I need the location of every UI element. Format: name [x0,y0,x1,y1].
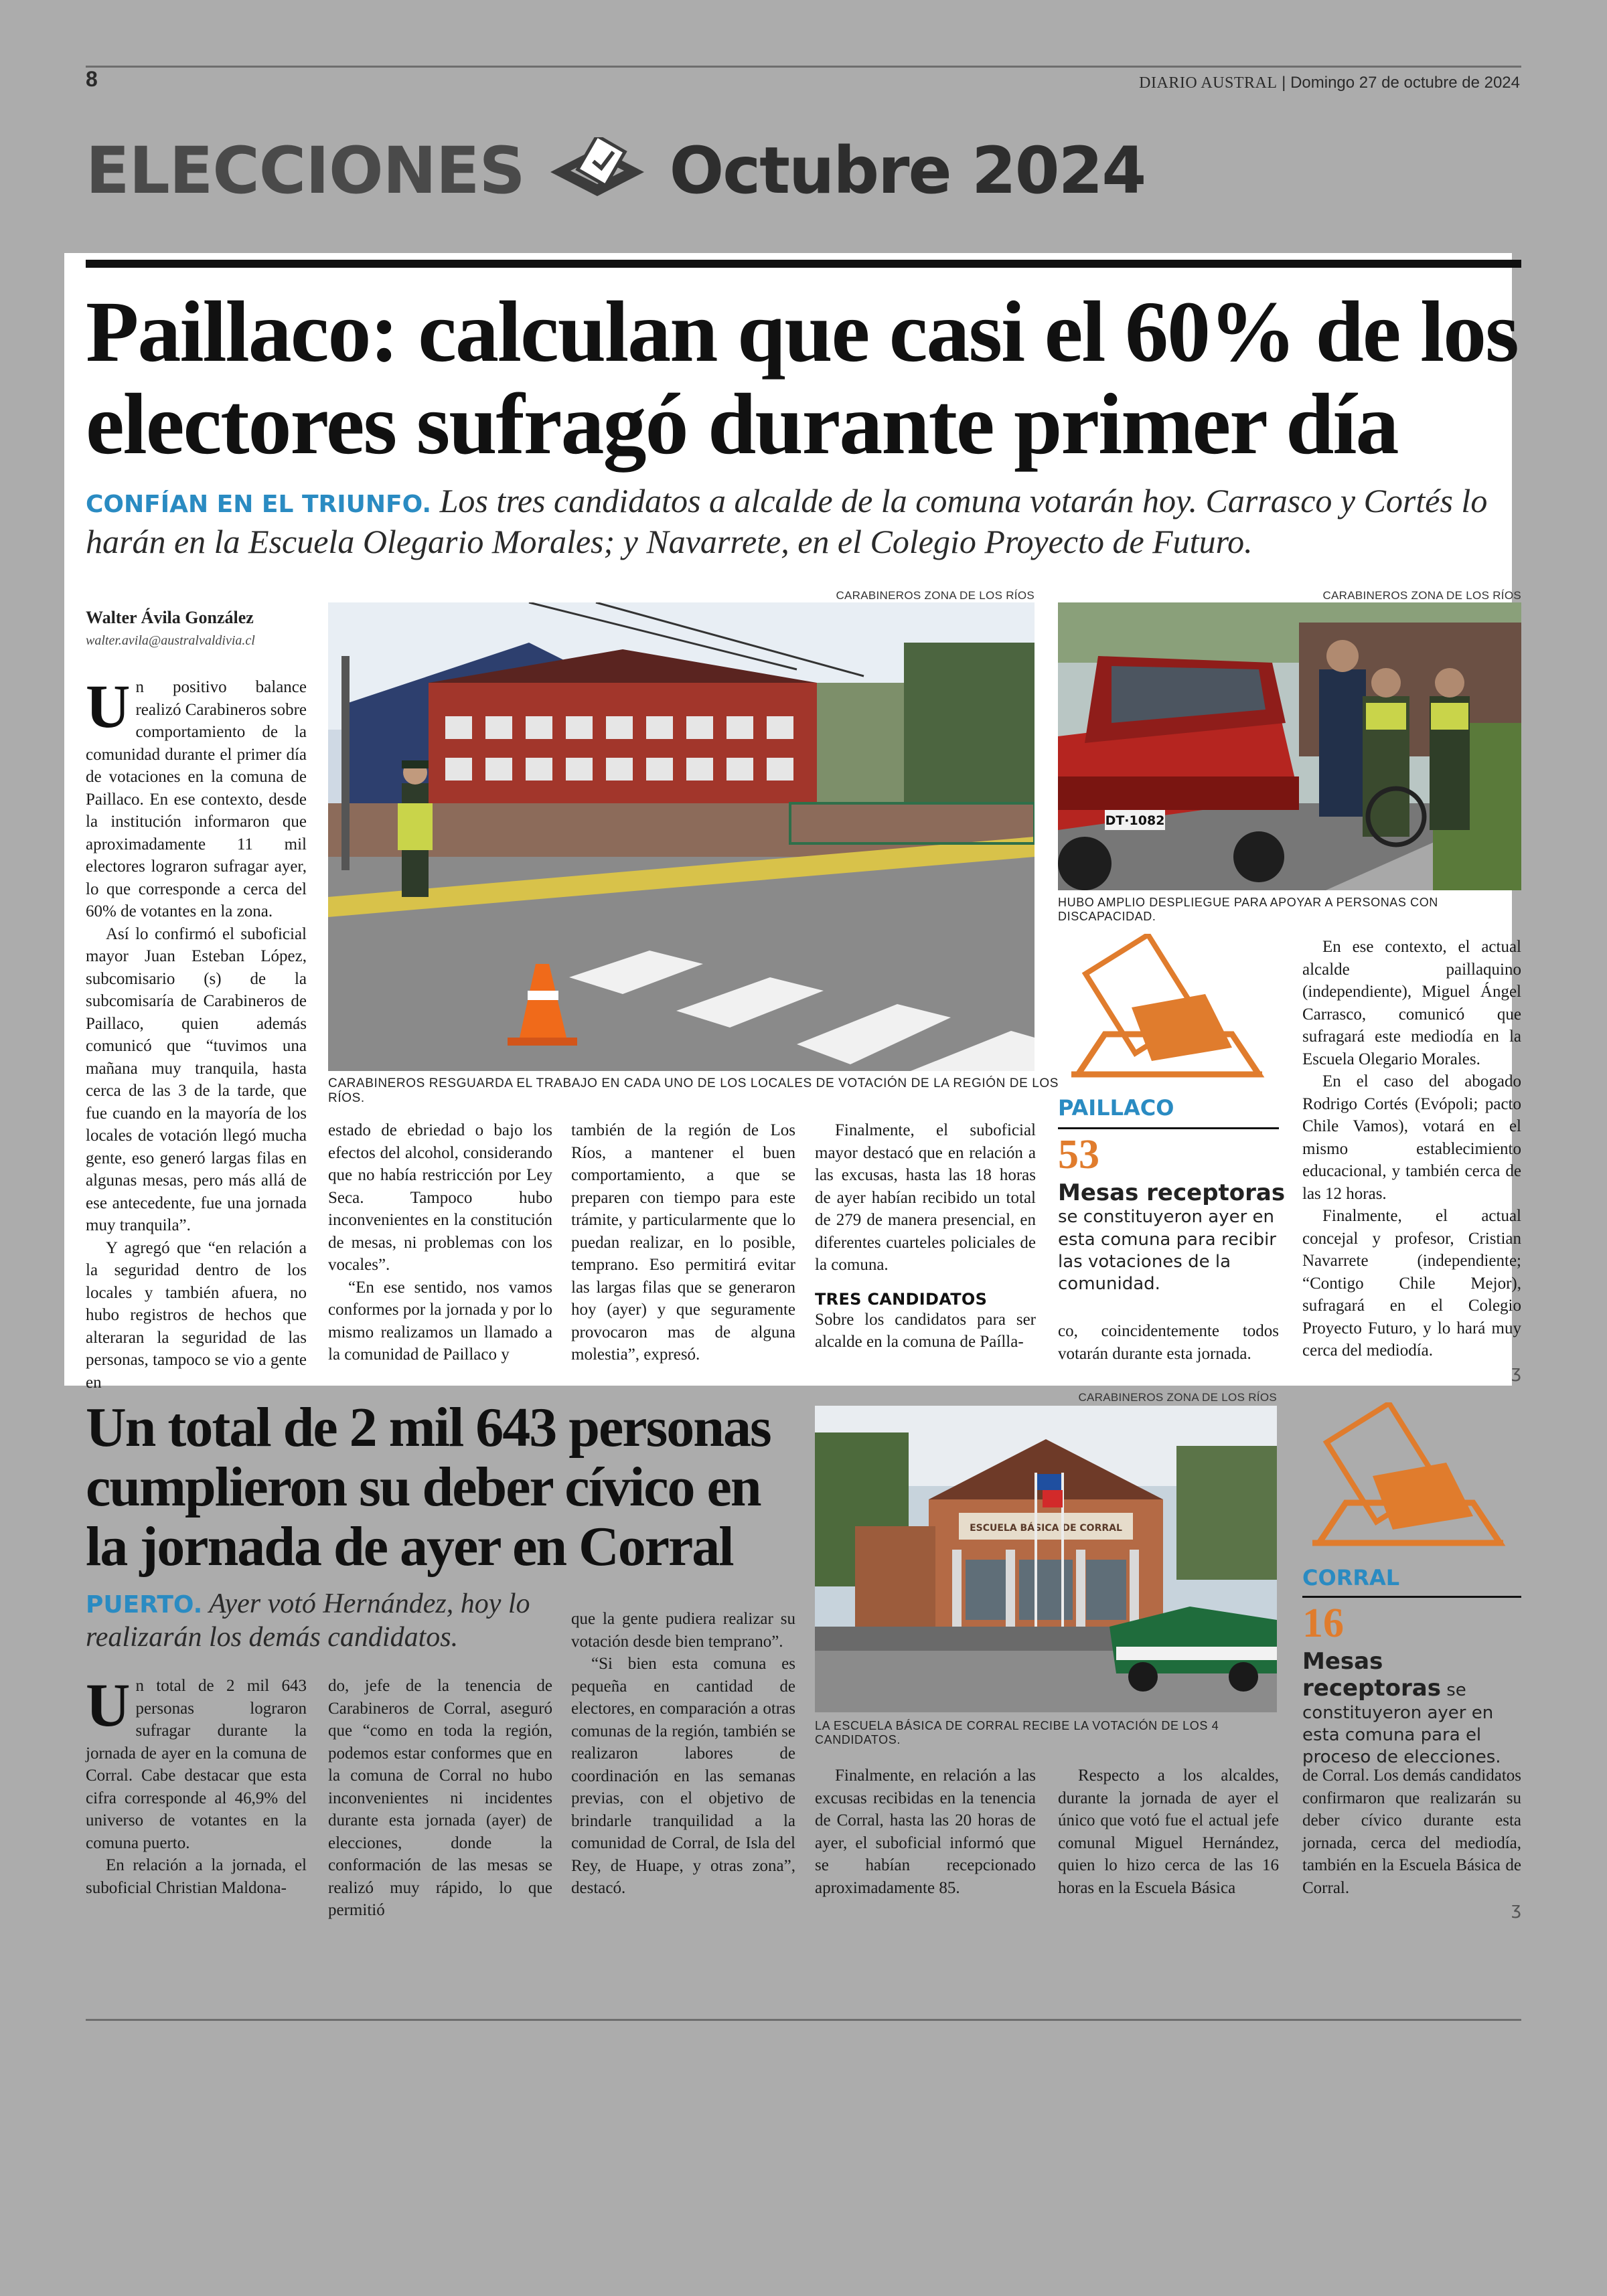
info-number-paillaco: 53 [1058,1132,1099,1177]
paragraph: co, coincidentemente todos votarán durante esta jornada. [1058,1322,1279,1363]
photo-carabinero-school [328,602,1035,1071]
ballot-box-icon [1306,1402,1507,1556]
info-label: Mesas receptoras [1058,1179,1286,1206]
paragraph: Finalmente, en relación a las excusas recibidas en la tenencia de Corral, hasta las 20 horas de ayer, el suboficial informó que se habían recepcionado aproximadamente 85. [815,1767,1036,1897]
paragraph: En el caso del abogado Rodrigo Cortés (Evópoli; pacto Chile Vamos), votará en el mismo establecimiento educacional, y también cerca de las 12 horas. [1302,1072,1521,1203]
paragraph: que la gente pudiera realizar su votación desde bien temprano”. [571,1610,795,1651]
photo-pickup-truck [1058,602,1521,890]
photo-credit: CARABINEROS ZONA DE LOS RÍOS [836,589,1035,602]
article2-column-1 [86,1671,307,1899]
paper-name: DIARIO AUSTRAL [1139,74,1278,92]
info-text-paillaco [1058,1179,1286,1295]
school-sign: ESCUELA BÁSICA DE CORRAL [970,1523,1122,1534]
info-town-corral: CORRAL [1302,1565,1400,1590]
article1-column-4 [815,1119,1036,1354]
byline [86,608,327,649]
kicker-corral: PUERTO. [86,1591,203,1619]
subhead-tres-candidatos: TRES CANDIDATOS [815,1289,988,1309]
info-text-corral [1302,1648,1521,1769]
info-divider [1058,1127,1279,1129]
paragraph: también de la región de Los Ríos, a mantener el buen comportamiento, a que se preparen con tiempo para este trámite, y particularmente que lo puedan realizar, en lo posible, temprano. Eso permitirá evitar las largas filas que se generaron hoy (ayer) y que seguramente provocaron mas de alguna molestia”, expresó. [571,1121,795,1364]
footer-rule [86,2019,1521,2021]
paragraph: do, jefe de la tenencia de Carabineros de Corral, aseguró que “como en toda la región, podemos estar conformes que en la comuna de Corral no hubo inconvenientes ni incidentes durante esta jornada (ayer) de elecciones, donde la conformación de las mesas se realizó muy rápido, lo que permitió [328,1677,552,1919]
article1-column-3 [571,1119,795,1366]
article2-column-5 [1058,1765,1279,1899]
paragraph: n total de 2 mil 643 personas lograron sufragar durante la jornada de ayer en la comuna de Corral. Cabe destacar que esta cifra corresponde al 46,9% del universo de votantes en la comuna puerto. [86,1677,307,1852]
paragraph: Respecto a los alcaldes, durante la jornada de ayer el único que votó fue el actual jefe comunal Miguel Hernández, quien lo hizo cerca de las 16 horas en la Escuela Básica [1058,1767,1279,1897]
header-rule [86,66,1521,68]
article2-column-4 [815,1765,1036,1899]
deck-text-corral: Ayer votó Hernández, hoy lo realizarán los demás candidatos. [86,1588,530,1653]
paragraph: Y agregó que “en relación a la seguridad dentro de los locales y también afuera, no hubo registros de hechos que alteraran la seguridad de las personas, tampoco se vio a gente en [86,1238,307,1392]
article2-column-2 [328,1675,552,1922]
info-town-paillaco: PAILLACO [1058,1095,1174,1121]
paragraph: n positivo balance realizó Carabineros sobre comportamiento de la comunidad durante el primer día de votaciones en la comuna de Paillaco. En ese contexto, desde la institución informaron que aproximadamente 11 mil electores lograron sufragar ayer, lo que corresponde a cerca del 60% de votantes en la zona. [86,678,307,920]
kicker-paillaco: CONFÍAN EN EL TRIUNFO. [86,491,432,518]
section-header [86,134,1145,208]
article1-column-6 [1302,936,1521,1382]
deck-corral [86,1588,575,1654]
end-mark: ʒ [1511,1362,1521,1382]
paragraph: En relación a la jornada, el suboficial Christian Maldona- [86,1856,307,1897]
license-plate: DT·1082 [1105,813,1165,828]
photo-caption: HUBO AMPLIO DESPLIEGUE PARA APOYAR A PERSONAS CON DISCAPACIDAD. [1058,896,1438,923]
paragraph: de Corral. Los demás candidatos confirmaron que realizarán su deber cívico durante esta jornada, cerca del mediodía, también en la Escuela Básica de Corral. [1302,1767,1521,1897]
deck-text-paillaco: Los tres candidatos a alcalde de la comuna votarán hoy. Carrasco y Cortés lo harán en la Escuela Olegario Morales; y Navarrete, en el Colegio Proyecto de Futuro. [86,482,1488,560]
ballot-box-icon [544,137,651,204]
photo-caption: CARABINEROS RESGUARDA EL TRABAJO EN CADA UNO DE LOS LOCALES DE VOTACIÓN DE LA REGIÓN DE LOS RÍOS. [328,1076,1059,1105]
photo-credit: CARABINEROS ZONA DE LOS RÍOS [1322,589,1521,602]
info-number-corral: 16 [1302,1601,1344,1646]
info-description: se constituyeron ayer en esta comuna para el proceso de elecciones. [1302,1680,1501,1768]
paragraph: estado de ebriedad o bajo los efectos del alcohol, considerando que no había restricción por Ley Seca. Tampoco hubo inconvenientes en la constitución de mesas, ni problemas con los vocales”. [328,1121,552,1274]
paragraph: “En ese sentido, nos vamos conformes por la jornada y por lo mismo realizamos un llamado a la comunidad de Paillaco y [328,1278,552,1364]
info-divider [1302,1596,1521,1598]
page-number: 8 [86,67,98,91]
paragraph: Sobre los candidatos para ser alcalde en la comuna de Paílla- [815,1310,1036,1351]
article1-column-5 [1058,1320,1279,1365]
ballot-box-icon [1065,934,1266,1088]
author-email: walter.avila@australvaldivia.cl [86,633,255,648]
paper-date: Domingo 27 de octubre de 2024 [1290,74,1520,92]
article1-column-2 [328,1119,552,1366]
info-label: Mesas receptoras [1302,1648,1441,1702]
section-word: ELECCIONES [86,133,525,208]
article2-column-3 [571,1608,795,1900]
paragraph: En ese contexto, el actual alcalde paillaquino (independiente), Miguel Ángel Carrasco, comunicó que sufragará este mediodía en la Escuela Olegario Morales. [1302,938,1521,1068]
photo-caption: LA ESCUELA BÁSICA DE CORRAL RECIBE LA VOTACIÓN DE LOS 4 CANDIDATOS. [815,1719,1219,1746]
paragraph: “Si bien esta comuna es pequeña en cantidad de electores, en comparación a otras comunas de la región, también se realizaron labores de coordinación en las semanas previas, con el objetivo de brindarle tranquilidad a la comunidad de Corral, de Isla del Rey, de Huape, y otras zona”, destacó. [571,1655,795,1897]
deck-paillaco [86,481,1525,562]
paragraph: Así lo confirmó el suboficial mayor Juan Esteban López, subcomisario (s) de la subcomisaría de Carabineros de Paillaco, quien además comunicó que “tuvimos una mañana muy tranquila, hasta cerca de las 3 de la tarde, que fue cuando en la mayoría de los locales de votación llegó mucha gente, eso generó largas filas en algunas mesas, pero más allá de ese antecedente, fue una jornada muy tranquila”. [86,924,307,1234]
article1-column-1 [86,672,307,1394]
dropcap: U [86,672,131,740]
dropcap: U [86,1671,131,1739]
info-description: se constituyeron ayer en esta comuna para recibir las votaciones de la comunidad. [1058,1207,1276,1295]
author-name: Walter Ávila González [86,608,254,627]
paragraph: Finalmente, el actual concejal y profesor, Cristian Navarrete (independiente; “Contigo Chile Mejor), sufragará en el Colegio Proyecto Futuro, y lo hará muy cerca del mediodía. [1302,1207,1521,1360]
photo-escuela-corral [815,1406,1277,1712]
paper-dateline: DIARIO AUSTRAL | Domingo 27 de octubre de 2024 [1139,74,1520,92]
headline-paillaco: Paillaco: calculan que casi el 60% de los electores sufragó durante primer día [86,284,1518,473]
article-top-bar [86,260,1521,268]
section-title: Octubre 2024 [669,133,1146,208]
article2-column-6 [1302,1765,1521,1919]
headline-corral: Un total de 2 mil 643 personas cumplieron su deber cívico en la jornada de ayer en Corral [86,1396,771,1578]
photo-credit: CARABINEROS ZONA DE LOS RÍOS [1078,1391,1277,1404]
end-mark: ʒ [1511,1899,1521,1919]
paragraph: Finalmente, el suboficial mayor destacó que en relación a las excusas, hasta las 18 horas de ayer habían recibido un total de 279 de manera presencial, en diferentes cuarteles policiales de la comuna. [815,1121,1036,1274]
